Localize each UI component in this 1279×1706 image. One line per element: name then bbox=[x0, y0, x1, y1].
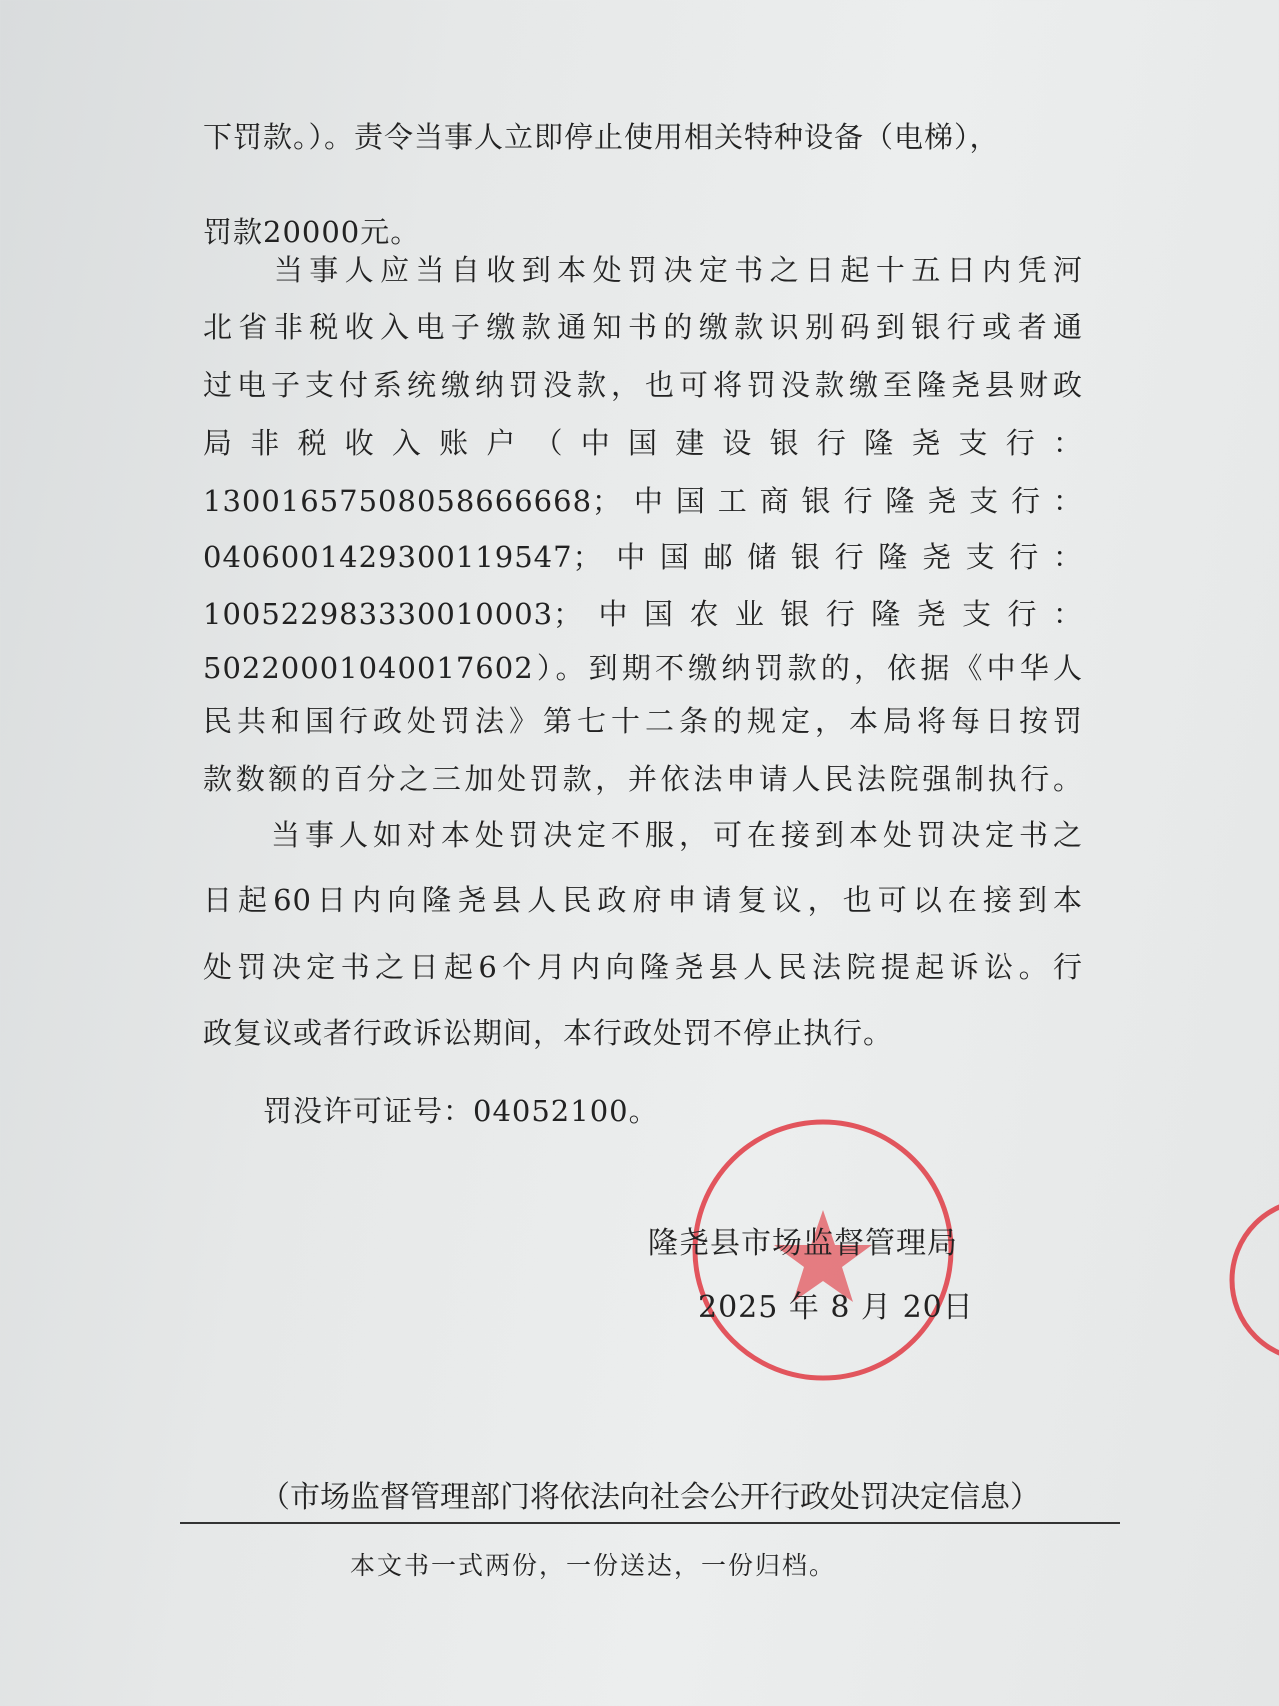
body-line: 民共和国行政处罚法》第七十二条的规定，本局将每日按罚 bbox=[203, 704, 1083, 738]
body-line: 日起60日内向隆尧县人民政府申请复议，也可以在接到本 bbox=[203, 883, 1083, 917]
issue-date: 2025 年 8 月 20日 bbox=[698, 1290, 974, 1325]
body-line: 100522983330010003；中国农业银行隆尧支行： bbox=[203, 597, 1083, 631]
body-line: 过电子支付系统缴纳罚没款，也可将罚没款缴至隆尧县财政 bbox=[203, 368, 1083, 402]
body-line: 0406001429300119547；中国邮储银行隆尧支行： bbox=[203, 540, 1083, 574]
copies-note: 本文书一式两份，一份送达，一份归档。 bbox=[350, 1551, 837, 1580]
edge-seal-fragment-icon bbox=[1222, 1190, 1279, 1370]
body-line: 当事人应当自收到本处罚决定书之日起十五日内凭河 bbox=[203, 253, 1083, 287]
body-line: 北省非税收入电子缴款通知书的缴款识别码到银行或者通 bbox=[203, 310, 1083, 344]
body-line: 款数额的百分之三加处罚款，并依法申请人民法院强制执行。 bbox=[203, 762, 1083, 796]
body-line: 13001657508058666668；中国工商银行隆尧支行： bbox=[203, 484, 1083, 518]
issuing-agency: 隆尧县市场监督管理局 bbox=[648, 1226, 958, 1261]
license-number: 罚没许可证号：04052100。 bbox=[203, 1094, 659, 1128]
disclosure-notice: （市场监督管理部门将依法向社会公开行政处罚决定信息） bbox=[180, 1472, 1120, 1524]
body-line: 当事人如对本处罚决定不服，可在接到本处罚决定书之 bbox=[203, 818, 1083, 852]
body-line: 下罚款。）。责令当事人立即停止使用相关特种设备（电梯）， bbox=[203, 120, 1000, 154]
body-line: 政复议或者行政诉讼期间，本行政处罚不停止执行。 bbox=[203, 1016, 894, 1050]
body-line: 罚款20000元。 bbox=[203, 215, 421, 249]
body-line: 局非税收入账户（中国建设银行隆尧支行： bbox=[203, 426, 1083, 460]
body-line: 处罚决定书之日起6个月内向隆尧县人民法院提起诉讼。行 bbox=[203, 950, 1083, 984]
body-line: 50220001040017602）。到期不缴纳罚款的，依据《中华人 bbox=[203, 651, 1083, 685]
